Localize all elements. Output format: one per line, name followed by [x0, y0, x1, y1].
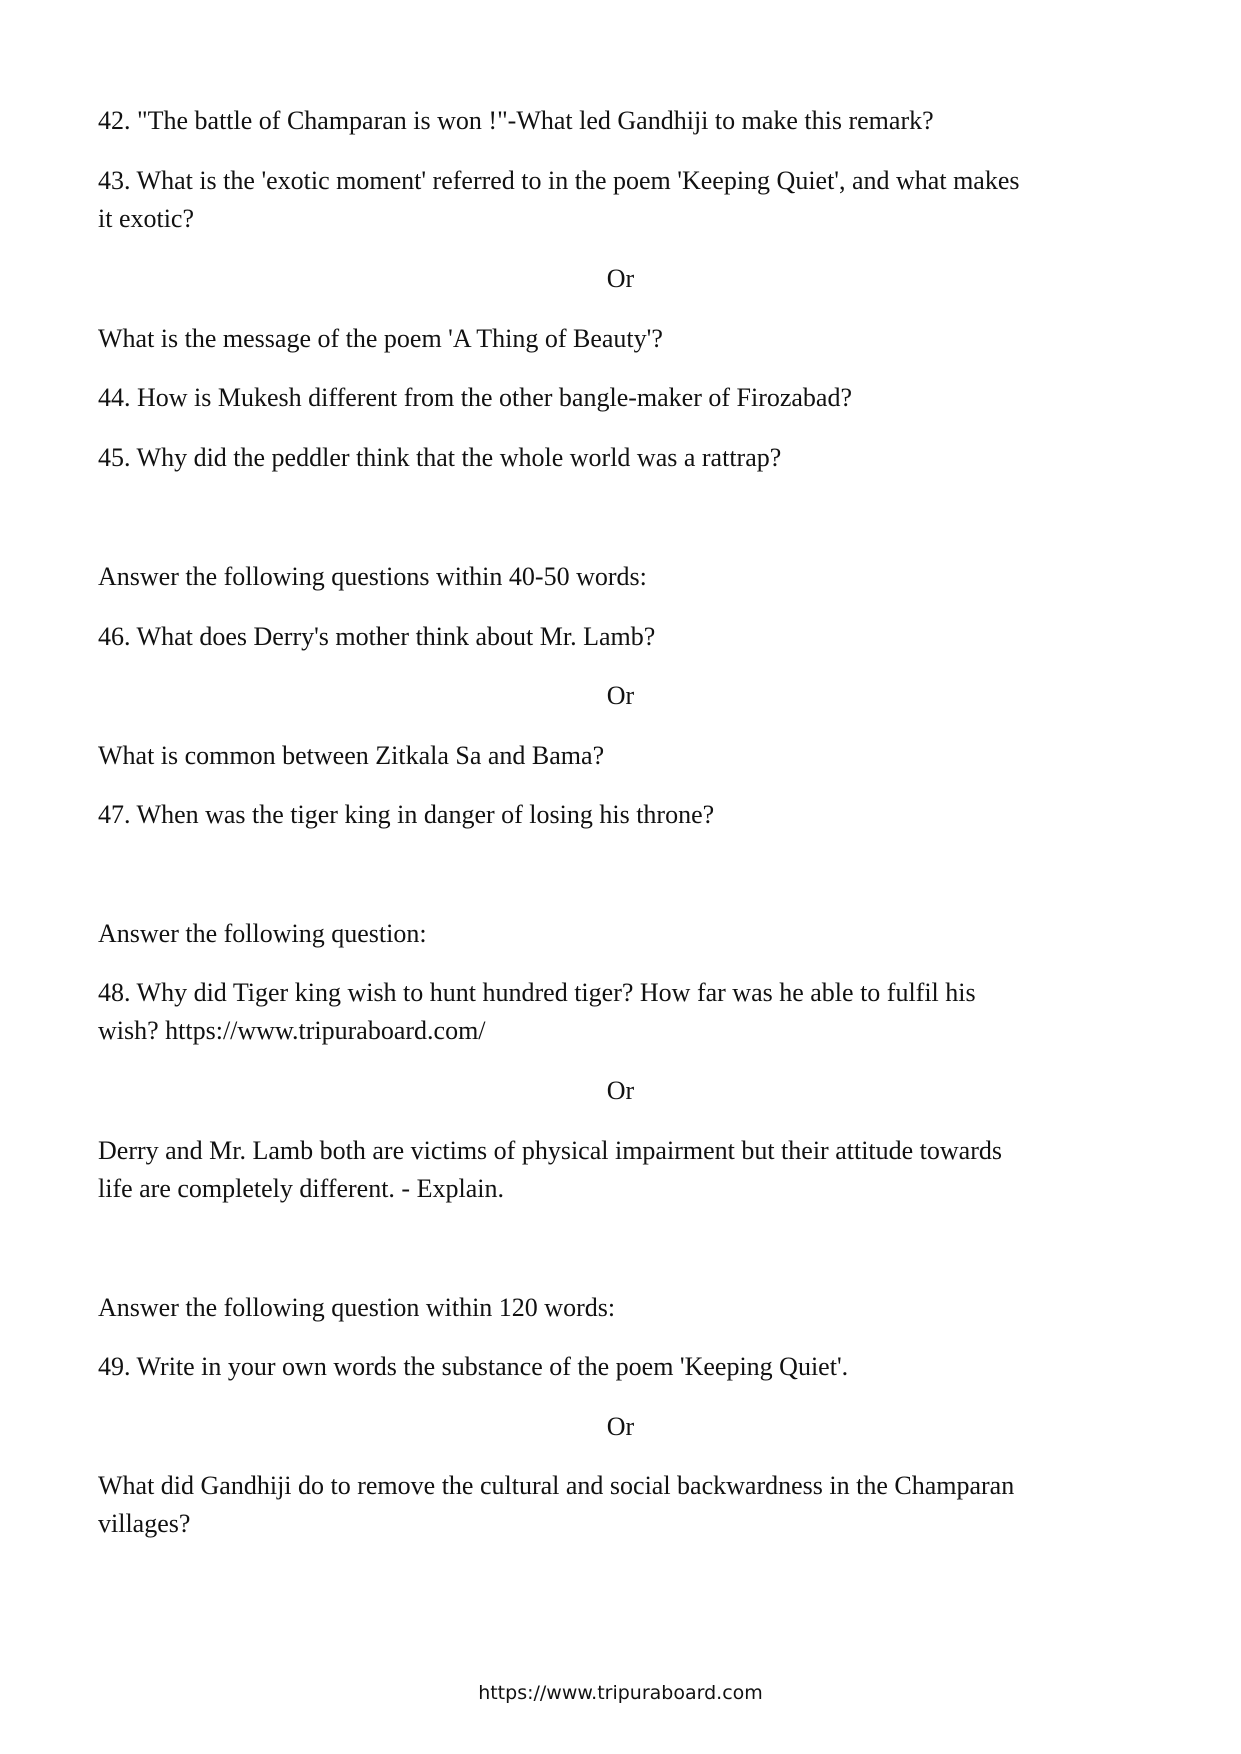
or-separator: Or — [606, 1412, 635, 1441]
question-49-alternative-line-2: villages? — [98, 1509, 191, 1538]
question-48-alternative-line-2: life are completely different. - Explain. — [98, 1174, 504, 1203]
question-47: 47. When was the tiger king in danger of losing his throne? — [98, 800, 715, 829]
section-heading-120-words: Answer the following question within 120 words: — [98, 1293, 616, 1322]
section-heading-40-50-words: Answer the following questions within 40-50 words: — [98, 562, 647, 591]
question-42: 42. "The battle of Champaran is won !"-What led Gandhiji to make this remark? — [98, 106, 934, 135]
or-separator: Or — [606, 264, 635, 293]
question-48-line-2: wish? https://www.tripuraboard.com/ — [98, 1016, 486, 1045]
question-48-alternative-line-1: Derry and Mr. Lamb both are victims of physical impairment but their attitude towards — [98, 1136, 1002, 1165]
question-49-alternative-line-1: What did Gandhiji do to remove the cultural and social backwardness in the Champaran — [98, 1471, 1015, 1500]
question-49: 49. Write in your own words the substance of the poem 'Keeping Quiet'. — [98, 1352, 849, 1381]
section-heading-answer: Answer the following question: — [98, 919, 427, 948]
question-46-alternative: What is common between Zitkala Sa and Bama? — [98, 741, 605, 770]
footer-url[interactable]: https://www.tripuraboard.com — [478, 1682, 763, 1704]
or-separator: Or — [606, 681, 635, 710]
question-48-line-1: 48. Why did Tiger king wish to hunt hundred tiger? How far was he able to fulfil his — [98, 978, 976, 1007]
question-46: 46. What does Derry's mother think about Mr. Lamb? — [98, 622, 656, 651]
or-separator: Or — [606, 1076, 635, 1105]
question-45: 45. Why did the peddler think that the whole world was a rattrap? — [98, 443, 782, 472]
question-43-line-2: it exotic? — [98, 204, 195, 233]
question-44: 44. How is Mukesh different from the other bangle-maker of Firozabad? — [98, 383, 853, 412]
question-43-alternative: What is the message of the poem 'A Thing of Beauty'? — [98, 324, 663, 353]
question-43-line-1: 43. What is the 'exotic moment' referred to in the poem 'Keeping Quiet', and what makes — [98, 166, 1020, 195]
